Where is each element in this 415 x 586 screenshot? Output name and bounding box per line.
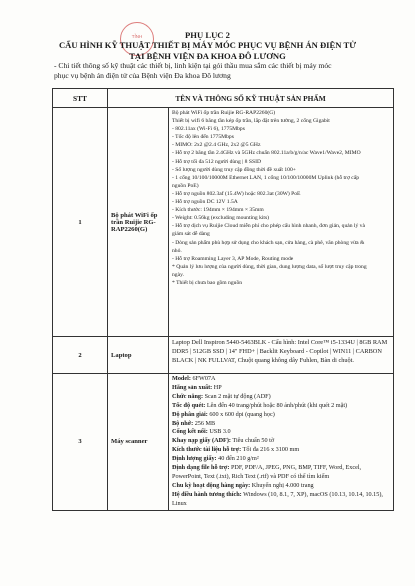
row-spec-details	[169, 374, 394, 511]
spec-line: Khay nạp giấy (ADF): Tiêu chuẩn 50 tờ	[172, 437, 275, 445]
spec-line: Laptop Dell Inspiron 5440-5463BLK - Cấu hình: Intel Core™ i5-1334U | 8GB RAM	[172, 339, 388, 346]
spec-line: - Weight: 0.56kg (excluding mounting kits)	[172, 215, 270, 222]
spec-key: Chu kỳ hoạt động hàng ngày:	[172, 481, 251, 489]
spec-line: PowerPoint, Text (.txt), Rich Text (.rtf) và PDF có thể tìm kiếm	[172, 472, 330, 480]
spec-line: Linux	[172, 499, 187, 507]
document-subtitle: TẠI BỆNH VIỆN ĐA KHOA ĐÔ LƯƠNG	[129, 51, 286, 61]
spec-line: Cổng kết nối: USB 3.0	[172, 428, 231, 436]
spec-line: - Hỗ trợ Roamming Layer 3, AP Mode, Routing mode	[172, 255, 294, 262]
spec-line: Hãng sản xuất: HP	[172, 383, 222, 391]
row-product-name: Bộ phát WiFi ốp trần Ruijie RG-RAP2260(G)	[108, 108, 169, 337]
row-product-name: Laptop	[108, 337, 169, 374]
spec-line: Thiết bị wifi 6 băng tần kép ốp trần, lắp đặt trên tường, 2 cổng Gigabit	[172, 118, 330, 125]
spec-line: - Kích thước: 194mm × 194mm × 35mm	[172, 207, 264, 214]
stamp-text: TỈNH	[131, 34, 143, 39]
spec-line: nhỏ.	[172, 247, 182, 254]
spec-table	[52, 88, 394, 511]
spec-key: Khay nạp giấy (ADF):	[172, 437, 231, 445]
row-spec-details	[169, 337, 394, 374]
col-stt-header: STT	[53, 89, 108, 108]
spec-line: Model: 6FW07A	[172, 375, 216, 382]
spec-key: Bộ nhớ:	[172, 419, 194, 427]
table-body	[53, 108, 394, 511]
spec-key: Kích thước tài liệu hỗ trợ:	[172, 446, 242, 454]
spec-line: Tốc độ quét: Lên đến 40 trang/phút hoặc 80 ảnh/phút (khi quét 2 mặt)	[172, 401, 348, 409]
spec-line: Kích thước tài liệu hỗ trợ: Tối đa 216 x 3100 mm	[172, 446, 300, 454]
spec-key: Độ phân giải:	[172, 410, 208, 418]
spec-line: * Quản lý lưu lượng của người dùng, thời gian, dung lượng data, số lượt truy cập trong	[172, 263, 367, 270]
spec-line: - Số lượng người dùng truy cập đồng thời đề xuất 100+	[172, 166, 296, 173]
spec-line: Hệ điều hành tương thích: Windows (10, 8.1, 7, XP), macOS (10.13, 10.14, 10.15),	[172, 490, 383, 498]
row-stt: 1	[53, 108, 108, 337]
spec-line: - Hỗ trợ dịch vụ Ruijie Cloud miễn phí cho phép cấu hình nhanh, đơn giản, quản lý và	[172, 223, 365, 230]
spec-line: - Hỗ trợ 2 băng tần 2.4GHz và 5GHz chuẩn 802.11a/b/g/n/ac Wave1/Wave2, MIMO	[172, 150, 361, 157]
spec-line: ngày.	[172, 271, 184, 278]
spec-key: Model:	[172, 375, 191, 382]
spec-line: Độ phân giải: 600 x 600 dpi (quang học)	[172, 410, 275, 418]
spec-line: Định dạng file hỗ trợ: PDF, PDF/A, JPEG, PNG, BMP, TIFF, Word, Excel,	[172, 464, 362, 472]
spec-key: Chức năng:	[172, 392, 204, 400]
spec-line: * Thiết bị chưa bao gồm nguồn	[172, 279, 243, 286]
document-title: CẤU HÌNH KỸ THUẬT THIẾT BỊ MÁY MÓC PHỤC VỤ BỆNH ÁN ĐIỆN TỬ	[58, 40, 357, 50]
spec-line: - Hỗ trợ tối đa 512 người dùng | 8 SSID	[172, 158, 262, 165]
spec-line: BLACK | NK FULLVAT, Chuột quang không dây Fuhlen, Bàn di chuột.	[172, 357, 355, 364]
spec-line: Chu kỳ hoạt động hàng ngày: Khuyến nghị 4.000 trang	[172, 481, 314, 489]
spec-key: Hệ điều hành tương thích:	[172, 490, 242, 498]
spec-line: - 802.11ax (Wi-Fi 6), 1775Mbps	[172, 126, 245, 133]
table-row	[53, 374, 394, 511]
spec-line: DDR5 | 512GB SSD | 14" FHD+ | Backlit Keyboard - Copilot | WIN11 | CARBON	[172, 348, 382, 355]
spec-key: Định dạng file hỗ trợ:	[172, 464, 230, 472]
table-header-row	[53, 89, 394, 108]
table-row	[53, 337, 394, 374]
row-stt: 3	[53, 374, 108, 511]
spec-line: Định lượng giấy: 40 đến 210 g/m²	[172, 455, 259, 463]
spec-line: giám sát dễ dàng	[172, 231, 210, 238]
spec-line: - Hỗ trợ nguồn DC 12V 1.5A	[172, 199, 238, 206]
intro-line-2: phục vụ bệnh án điện tử của Bệnh viện Đa khoa Đô lương	[54, 71, 231, 80]
appendix-label: PHỤ LỤC 2	[185, 30, 230, 40]
row-product-name: Máy scanner	[108, 374, 169, 511]
spec-key: Tốc độ quét:	[172, 401, 206, 409]
spec-key: Định lượng giấy:	[172, 455, 217, 463]
spec-key: Hãng sản xuất:	[172, 383, 213, 391]
row-stt: 2	[53, 337, 108, 374]
spec-line: - Hỗ trợ nguồn 802.3af (15.4W) hoặc 802.3at (30W) PoE	[172, 190, 301, 197]
spec-line: Chức năng: Scan 2 mặt tự động (ADF)	[172, 392, 271, 400]
spec-key: Cổng kết nối:	[172, 428, 208, 436]
spec-line: nguồn PoE)	[172, 182, 199, 189]
spec-line: - MIMO: 2x2 @2.4 GHz, 2x2 @5 GHz	[172, 142, 261, 149]
spec-line: Bộ phát WiFi ốp trần Ruijie RG-RAP2260(G)	[172, 110, 276, 116]
spec-line: Bộ nhớ: 256 MB	[172, 419, 216, 427]
row-spec-details	[169, 108, 394, 337]
intro-line-1: - Chi tiết thông số kỹ thuật các thiết bị, linh kiện tại gói thầu mua sắm các thiết bị máy móc	[54, 61, 332, 70]
spec-line: - Tốc độ lên đến 1775Mbps	[172, 134, 234, 141]
table-row	[53, 108, 394, 337]
spec-line: - Dòng sản phẩm phù hợp sử dụng cho khách sạn, cửa hàng, cà phê, văn phòng vừa &	[172, 239, 365, 246]
spec-line: - 1 cổng 10/100/10000M Ethernet LAN, 1 cổng 10/100/10000M Uplink (hỗ trợ cấp	[172, 174, 360, 181]
col-spec-header: TÊN VÀ THÔNG SỐ KỸ THUẬT SẢN PHẨM	[108, 89, 394, 108]
